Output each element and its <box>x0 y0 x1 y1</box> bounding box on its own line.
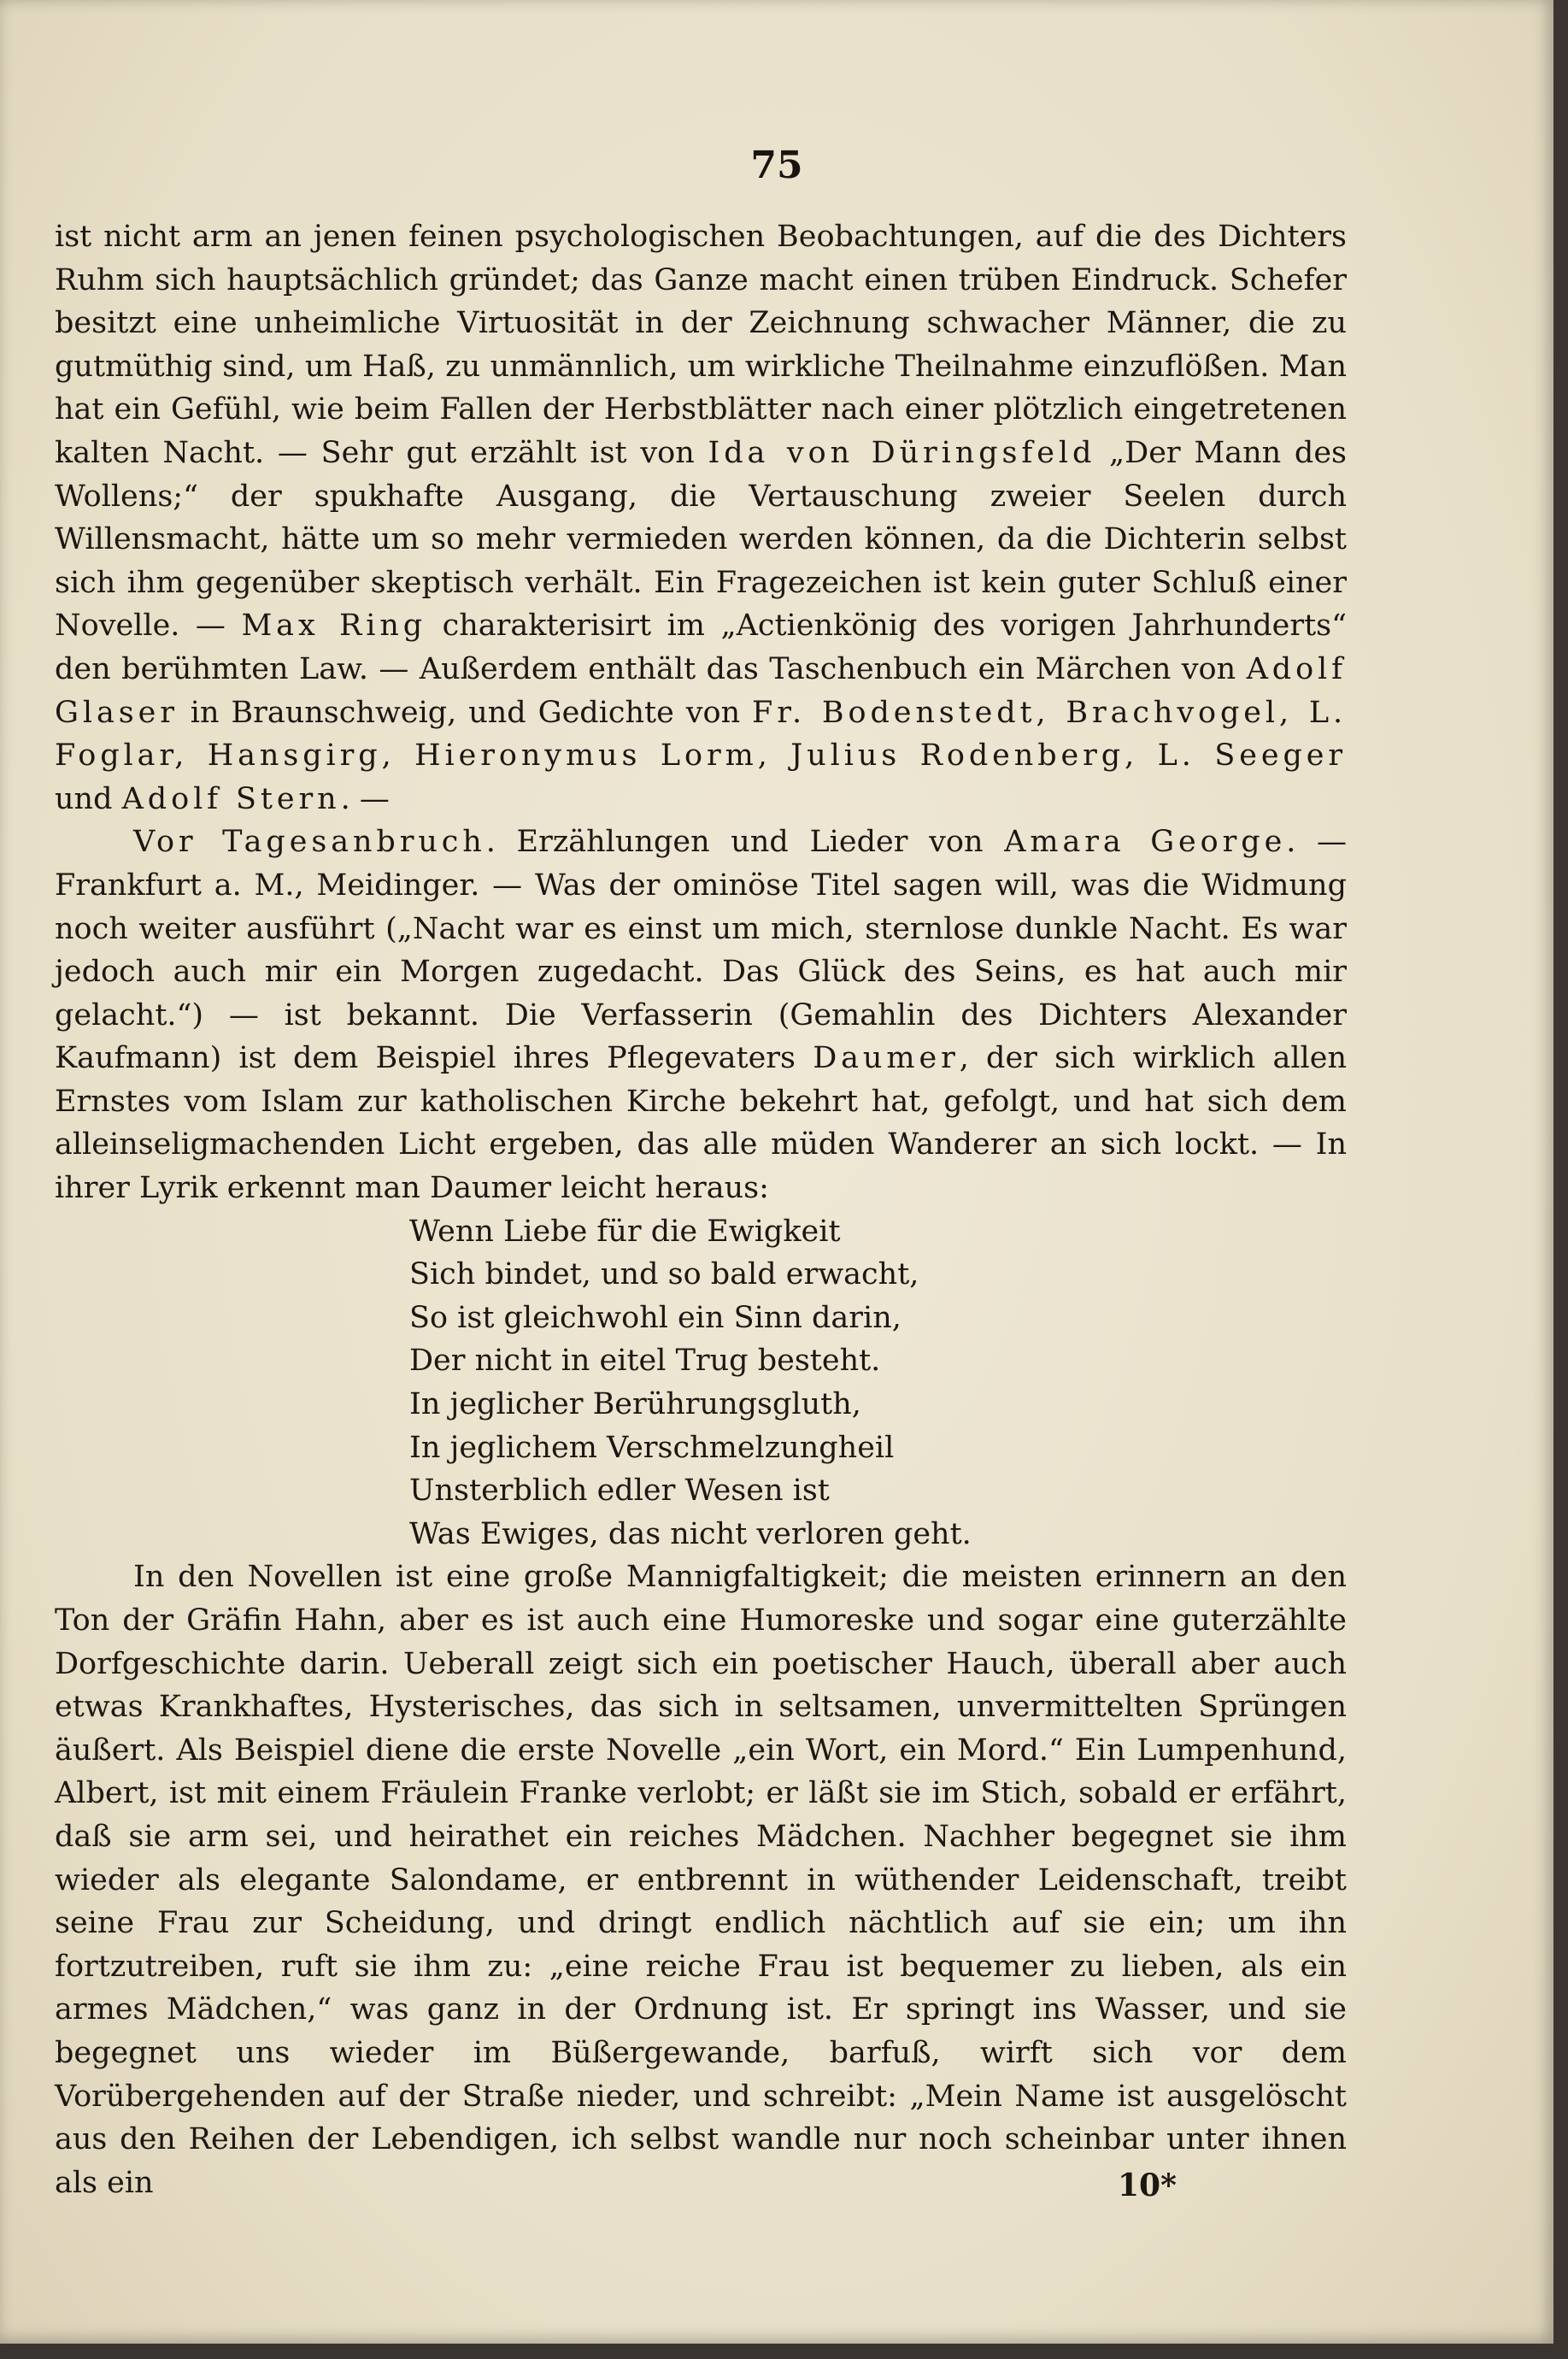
poem-line: Der nicht in eitel Trug besteht. <box>409 1344 881 1379</box>
text-run: ist nicht arm an jenen feinen psychologischen Beobachtungen, auf die des Dichters Ruhm sich hauptsächlich gründet; das Ganze macht einen trüben Eindruck. Schefer besitzt eine unheimliche Virtuosität in der Zeichnung schwacher Männer, die zu gutmüthig sind, um Haß, zu unmännlich, um wirkliche Theilnahme einzuflößen. Man hat ein Gefühl, wie beim Fallen der Herbstblätter nach einer plötzlich eingetretenen kalten Nacht. — Sehr gut erzählt ist von <box>55 220 1347 470</box>
poem-line: In jeglicher Berührungsgluth, <box>409 1387 861 1422</box>
poem-line: In jeglichem Verschmelzungheil <box>409 1430 895 1465</box>
poem-line: Sich bindet, und so bald erwacht, <box>409 1257 919 1292</box>
spaced-name: Vor Tagesanbruch <box>133 825 486 860</box>
spaced-name: Fr. Bodenstedt, Brachvogel, L. Foglar, Hansgirg, Hieronymus Lorm, Julius Rodenberg, L. Seeger <box>55 695 1347 774</box>
page-body <box>55 215 1347 2204</box>
text-run: . — Frankfurt a. M., Meidinger. — Was der ominöse Titel sagen will, was die Widmung noch weiter ausführt („Nacht war es einst um mich, sternlose dunkle Nacht. Es war jedoch auch mir ein Morgen zugedacht. Das Glück des Seins, es hat auch mir gelacht.“) — ist bekannt. Die Verfasserin (Gemahlin des Dichters Alexander Kaufmann) ist dem Beispiel ihres Pflegevaters <box>55 825 1347 1076</box>
spaced-name: Daumer <box>813 1041 960 1076</box>
page-number: 75 <box>750 144 803 187</box>
poem-line: Wenn Liebe für die Ewigkeit <box>409 1214 841 1249</box>
spaced-name: Adolf Glaser <box>55 651 1347 730</box>
paragraph-2 <box>55 821 1347 1209</box>
poem-line: Was Ewiges, das nicht verloren geht. <box>409 1516 972 1551</box>
sheet-signature: 10* <box>1118 2168 1177 2203</box>
poem-line: So ist gleichwohl ein Sinn darin, <box>409 1300 901 1335</box>
spaced-name: Adolf Stern <box>121 781 341 816</box>
poem-line: Unsterblich edler Wesen ist <box>409 1474 830 1509</box>
spaced-name: Ida von Düringsfeld <box>708 435 1096 470</box>
text-run: . — <box>340 781 390 816</box>
spaced-name: Amara George <box>1004 825 1287 860</box>
text-run: . Erzählungen und Lieder von <box>485 825 1005 860</box>
paragraph-1 <box>55 215 1347 821</box>
spaced-name: Max Ring <box>241 609 427 644</box>
text-run: charakterisirt im „Actienkönig des vorigen Jahrhunderts“ den berühmten Law. — Außerdem enthält das Taschenbuch ein Märchen von <box>55 609 1348 686</box>
text-run: „Der Mann des Wollens;“ der spukhafte Ausgang, die Vertauschung zweier Seelen durch Willensmacht, hätte um so mehr vermieden werden können, da die Dichterin selbst sich ihm gegenüber skeptisch verhält. Ein Fragezeichen ist kein guter Schluß einer Novelle. — <box>55 435 1347 644</box>
text-run: In den Novellen ist eine große Mannigfaltigkeit; die meisten erinnern an den Ton der Gräfin Hahn, aber es ist auch eine Humoreske und sogar eine guterzählte Dorfgeschichte darin. Ueberall zeigt sich ein poetischer Hauch, überall aber auch etwas Krankhaftes, Hysterisches, das sich in seltsamen, unvermittelten Sprüngen äußert. Als Beispiel diene die erste Novelle „ein Wort, ein Mord.“ Ein Lumpenhund, Albert, ist mit einem Fräulein Franke verlobt; er läßt sie im Stich, sobald er erfährt, daß sie arm sei, und heirathet ein reiches Mädchen. Nachher begegnet sie ihm wieder als elegante Salondame, er entbrennt in wüthender Leidenschaft, treibt seine Frau zur Scheidung, und dringt endlich nächtlich auf sie ein; um ihn fortzutreiben, ruft sie ihm zu: „eine reiche Frau ist bequemer zu lieben, als ein armes Mädchen,“ was ganz in der Ordnung ist. Er springt ins Wasser, und sie begegnet uns wieder im Büßergewande, barfuß, wirft sich vor dem Vorübergehenden auf der Straße nieder, und schreibt: „Mein Name ist ausgelöscht aus den Reihen der Lebendigen, ich selbst wandle nur noch scheinbar unter ihnen als ein <box>55 1560 1347 2200</box>
text-run: in Braunschweig, und Gedichte von <box>178 695 753 730</box>
text-run: , der sich wirklich allen Ernstes vom Islam zur katholischen Kirche bekehrt hat, gefolgt, und hat sich dem alleinseligmachenden Licht ergeben, das alle müden Wanderer an sich lockt. — In ihrer Lyrik erkennt man Daumer leicht heraus: <box>55 1041 1347 1206</box>
poem <box>409 1210 1347 1556</box>
text-run: und <box>55 781 122 816</box>
paragraph-3 <box>55 1556 1347 2204</box>
